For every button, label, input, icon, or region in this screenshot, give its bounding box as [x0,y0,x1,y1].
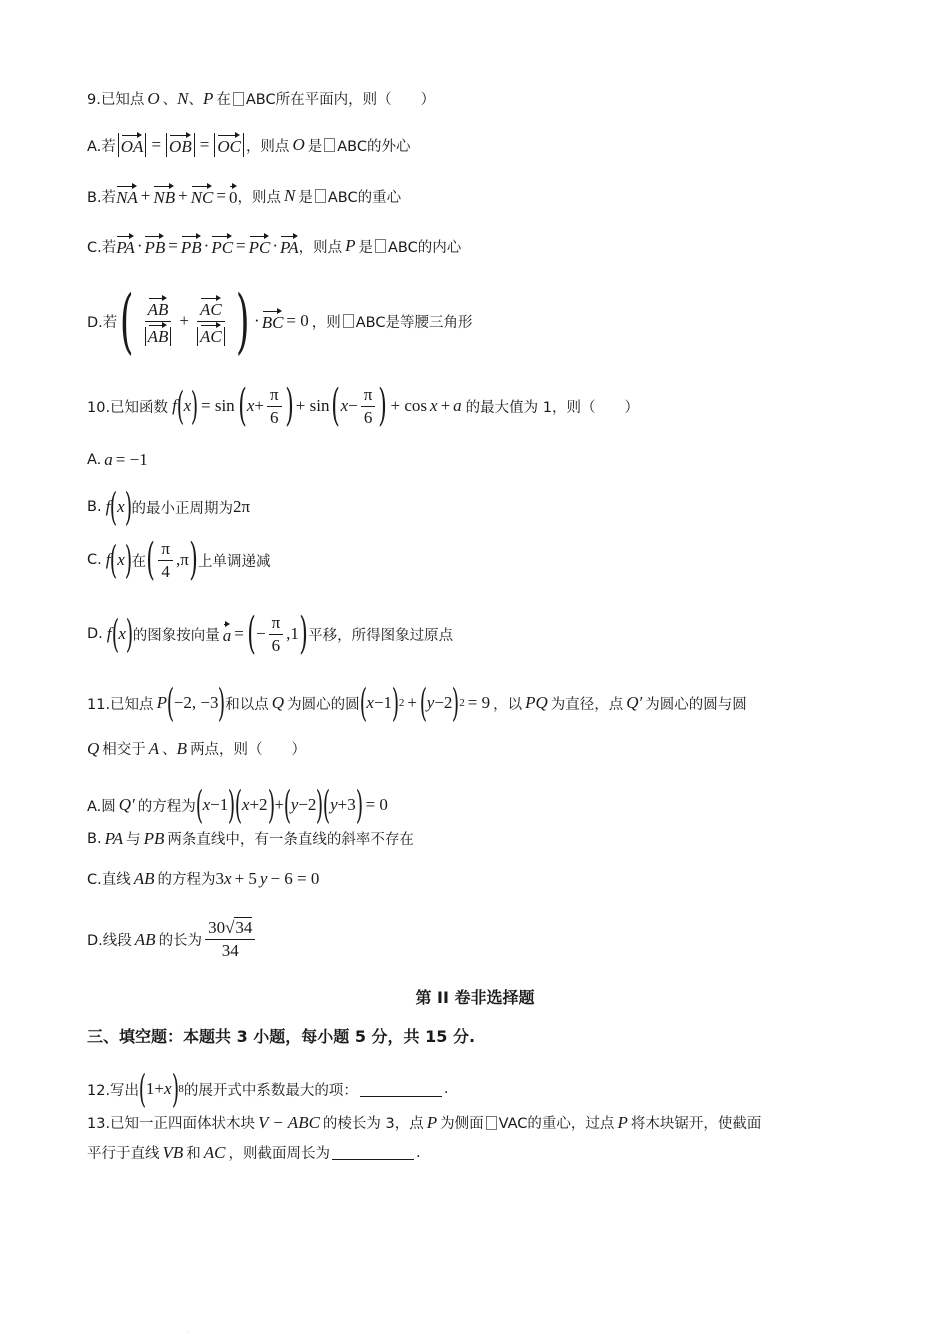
answer-blank[interactable] [332,1145,414,1160]
vec-pa: PA [116,234,135,258]
q11-stem-mid1: 和以点 [225,696,269,713]
q12-prefix: 12.写出 [87,1082,140,1099]
q10-d-prefix: D. [87,626,103,642]
frac-ab-length: $\frac{30√34}{34}$ [205,918,255,961]
q13-line1-end: 将木块锯开，使截面 [630,1116,762,1132]
q11-d-suffix: 的长为 [158,933,203,949]
q9-b-end: 是 [298,189,313,206]
q13-line1-mid: 的棱长为 3，点 [322,1116,424,1132]
frac-pi-6: $\frac{\pi}{6}$ [267,385,282,428]
q13-line1: 13.已知一正四面体状木块 V − ABC 的棱长为 3，点 P 为侧面 VAC的重心，过点 P 将木块锯开，使截面 [87,1112,762,1132]
q10-stem: 10.已知函数 f ( x ) = sin ( x + $\frac{\pi}{6}$ ) + sin ( x − $\frac{\pi}{6}$ ) + cos x + a 的最大值为 1，则（ ） [87,380,640,431]
q11-option-c: C.直线 AB 的方程为 3 x + 5 y − 6 = 0 [87,868,320,888]
q9-stem-end: ABC所在平面内，则（ ） [245,92,436,108]
q11-b-suffix: 两条直线中，有一条直线的斜率不存在 [167,832,414,848]
triangle-glyph [486,1116,497,1130]
q13-line2-end: . [416,1144,421,1161]
q9-option-c: C.若 PA · PB = PB · PC = PC · PA ，则点 P 是 ABC的内心 [87,236,462,257]
triangle-glyph [315,189,326,203]
q9-option-a: A.若 OA = OB = OC ，则点 O 是 ABC的外心 [87,135,411,156]
triangle-glyph [233,92,244,106]
q9-a-suffix: ，则点 [245,138,290,155]
frac-ab: $\frac{AB}{AB}$ [140,296,177,347]
vec-pc: PC [211,234,233,258]
q9-c-tail: ABC的内心 [388,239,462,256]
q11-b-mid: 与 [126,832,141,848]
q10-option-a: A. a = −1 [87,450,148,469]
frac-ac: $\frac{AC}{AC}$ [192,296,230,347]
q10-c-prefix: C. [87,552,102,568]
q9-b-prefix: B.若 [87,189,117,206]
q9-c-end: 是 [358,239,374,256]
vec-oc: OC [214,133,244,157]
q12-end: . [443,1081,449,1097]
q10-stem-prefix: 10.已知函数 [87,399,169,416]
q10-d-suffix: 平移，所得图象过原点 [308,627,454,644]
q9-b-tail: ABC的重心 [327,189,402,206]
q13-line2-prefix: 平行于直线 [87,1146,160,1162]
footer-mark: · [186,1330,188,1336]
q11-a-mid: 的方程为 [137,798,196,815]
triangle-glyph [343,314,354,328]
q12-suffix: 的展开式中系数最大的项： [183,1082,358,1099]
q9-stem: 9.已知点 O 、 N 、 P 在 ABC所在平面内，则（ ） [87,88,436,108]
q9-b-suffix: ，则点 [237,189,281,206]
q11-stem-line1: 11.已知点 P ( −2, −3 ) 和以点 Q 为圆心的圆 ( x −1 ) 2 + ( y −2 ) 2 = 9 ，以 PQ 为直径，点 Q′ 为圆心的圆与圆 [87,681,747,725]
q11-option-a: A.圆 Q′ 的方程为 ( x −1 ) ( x +2 ) + ( y −2 ) ( y +3 ) = 0 [87,783,388,827]
q9-d-prefix: D.若 [87,314,118,331]
q9-a-tail: ABC的外心 [337,138,411,155]
q11-b-prefix: B. [87,830,102,847]
q9-a-prefix: A.若 [87,138,116,155]
q9-points: O [147,88,160,108]
q11-option-d: D.线段 AB 的长为 $\frac{30√34}{34}$ [87,918,258,961]
q10-option-b: B. f ( x ) 的最小正周期为 2π [87,485,251,529]
q10-c-suffix: 上单调递减 [197,553,271,570]
answer-blank[interactable] [360,1082,442,1097]
q13-line1-mid3: VAC的重心，过点 [498,1116,615,1132]
q10-option-d: D. f ( x ) 的图象按向量 a = ( − $\frac{\pi}{6}$ ,1 ) 平移，所得图象过原点 [87,608,454,659]
q11-a-prefix: A.圆 [87,798,116,815]
q9-option-b: B.若 NA + NB + NC = 0 ，则点 N 是 ABC的重心 [87,186,402,207]
vec-zero: 0 [229,184,238,208]
q11-stem-line2-end: 两点，则（ ） [190,742,307,758]
vec-oa: OA [118,133,147,157]
q11-stem-line2: Q 相交于 A 、 B 两点，则（ ） [87,738,307,758]
vec-ob: OB [166,133,195,157]
q9-c-suffix: ，则点 [298,239,343,256]
vec-bc: BC [262,309,284,333]
q12: 12.写出 ( 1+ x ) 8 的展开式中系数最大的项： . [87,1067,449,1111]
q10-c-mid: 在 [131,553,147,570]
q9-d-suffix: ，则 [311,314,341,331]
q13-line1-prefix: 13.已知一正四面体状木块 [87,1116,256,1132]
vec-pb: PB [144,234,165,258]
triangle-glyph [324,138,335,152]
q11-option-b: B. PA 与 PB 两条直线中，有一条直线的斜率不存在 [87,828,414,848]
q9-a-end: 是 [307,138,323,155]
q10-option-c: C. f ( x ) 在 ( $\frac{\pi}{4}$ ,π ) 上单调递减 [87,534,271,585]
vec-nb: NB [153,184,175,208]
section-heading: 三、填空题：本题共 3 小题，每小题 5 分，共 15 分. [87,1027,476,1046]
q11-c-suffix: 的方程为 [157,872,216,888]
q10-b-suffix: 的最小正周期为 [131,500,233,517]
q9-c-prefix: C.若 [87,239,117,256]
q9-stem-text: 9.已知点 [87,92,145,108]
vec-na: NA [116,184,138,208]
q11-c-prefix: C.直线 [87,872,131,888]
q13-line2: 平行于直线 VB 和 AC ，则截面周长为 . [87,1142,421,1162]
q10-d-mid: 的图象按向量 [132,627,220,644]
q11-stem-mid4: 为直径，点 [550,696,624,713]
vec-nc: NC [191,184,214,208]
section-title: 第 II 卷非选择题 [415,988,535,1007]
q11-stem-line2-mid: 相交于 [102,742,146,758]
q9-d-tail: ABC是等腰三角形 [355,314,473,331]
q13-line1-mid2: 为侧面 [440,1116,484,1132]
q11-stem-mid5: 为圆心的圆与圆 [645,696,747,713]
q11-stem-mid3: ，以 [493,696,523,713]
q11-stem-mid2: 为圆心的圆 [287,696,360,713]
q9-stem-mid: 在 [216,92,231,108]
q10-a-label: A. [87,452,102,468]
q9-option-d: D.若 ( $\frac{AB}{AB}$ + $\frac{AC}{AC}$ ) · BC = 0 ，则 ABC是等腰三角形 [87,280,473,362]
q10-stem-suffix: 的最大值为 1，则（ ） [465,399,640,416]
triangle-glyph [375,239,386,253]
q13-line2-mid: 和 [186,1146,201,1162]
q11-stem-prefix: 11.已知点 [87,696,154,713]
q11-d-prefix: D.线段 [87,933,132,949]
q13-line2-suffix: ，则截面周长为 [228,1146,331,1162]
frac-pi-6: $\frac{\pi}{6}$ [361,385,376,428]
q10-b-prefix: B. [87,499,102,515]
